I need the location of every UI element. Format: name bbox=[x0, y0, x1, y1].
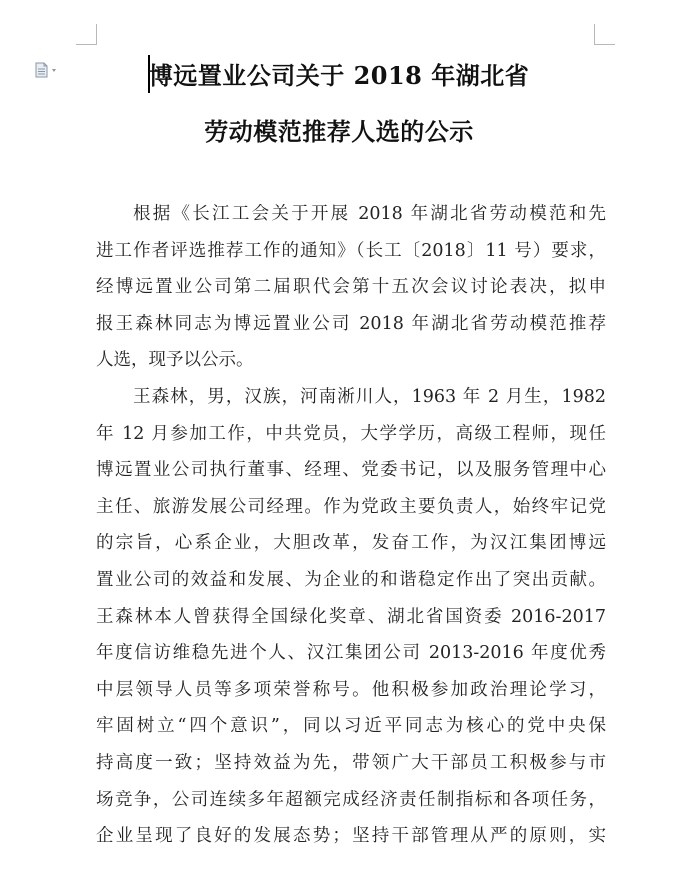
crop-mark-top-right bbox=[594, 24, 615, 45]
body-line: 持高度一致；坚持效益为先，带领广大干部员工积极参与市 bbox=[96, 752, 606, 773]
body-line: 场竞争，公司连续多年超额完成经济责任制指标和各项任务， bbox=[96, 789, 606, 810]
body-line: 根据《长江工会关于开展 2018 年湖北省劳动模范和先 bbox=[133, 204, 606, 224]
body-line: 王森林本人曾获得全国绿化奖章、湖北省国资委 2016-2017 bbox=[96, 606, 606, 627]
crop-mark-top-left bbox=[76, 24, 97, 45]
body-line: 置业公司的效益和发展、为企业的和谐稳定作出了突出贡献。 bbox=[96, 569, 606, 590]
body-line: 主任、旅游发展公司经理。作为党政主要负责人，始终牢记党 bbox=[96, 496, 606, 517]
body-line: 博远置业公司执行董事、经理、党委书记，以及服务管理中心 bbox=[96, 460, 606, 481]
body-line: 年 12 月参加工作，中共党员，大学学历，高级工程师，现任 bbox=[96, 423, 606, 444]
body-line: 人选，现予以公示。 bbox=[96, 350, 254, 371]
body-line: 的宗旨，心系企业，大胆改革，发奋工作，为汉江集团博远 bbox=[96, 533, 606, 554]
body-line: 牢固树立“四个意识”，同以习近平同志为核心的党中央保 bbox=[96, 716, 606, 737]
body-line: 经博远置业公司第二届职代会第十五次会议讨论表决，拟申 bbox=[96, 277, 606, 298]
body-line: 王森林，男，汉族，河南淅川人，1963 年 2 月生，1982 bbox=[133, 386, 606, 407]
document-title-line-2: 劳动模范推荐人选的公示 bbox=[204, 117, 474, 146]
body-line: 年度信访维稳先进个人、汉江集团公司 2013-2016 年度优秀 bbox=[96, 643, 606, 664]
document-body bbox=[96, 196, 606, 855]
document-title-line-1: 博远置业公司关于 2018 年湖北省 bbox=[148, 61, 530, 90]
body-line: 进工作者评选推荐工作的通知》（长工〔2018〕11 号）要求， bbox=[96, 240, 606, 261]
body-line: 中层领导人员等多项荣誉称号。他积极参加政治理论学习， bbox=[96, 679, 606, 700]
body-line: 报王森林同志为博远置业公司 2018 年湖北省劳动模范推荐 bbox=[96, 313, 606, 334]
body-line: 企业呈现了良好的发展态势；坚持干部管理从严的原则，实 bbox=[96, 826, 606, 847]
